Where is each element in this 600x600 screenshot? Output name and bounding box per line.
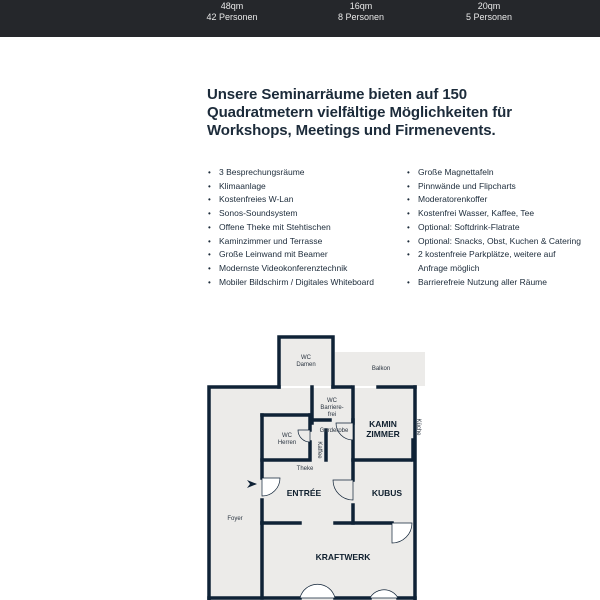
wc-damen-label: WC (301, 355, 311, 361)
section-headline: Unsere Seminarräume bieten auf 150 Quadratmetern vielfältige Möglichkeiten für Workshops, Meetings und Firmenevents. (207, 86, 512, 139)
feature-item: • Optional: Snacks, Obst, Kuchen & Catering (406, 235, 586, 249)
feature-item: • Große Leinwand mit Beamer (207, 248, 397, 262)
entree-label: ENTRÉE (286, 488, 322, 498)
feature-item: • 3 Besprechungsräume (207, 166, 397, 180)
feature-item: • Optional: Softdrink-Flatrate (406, 221, 586, 235)
wc-barrierefrei-label: frei (327, 412, 337, 418)
theke-label: Theke (296, 466, 314, 472)
wc-herren-label: Herren (277, 440, 297, 446)
floor-plan (200, 330, 440, 600)
feature-item: • Mobiler Bildschirm / Digitales Whiteboard (207, 276, 397, 290)
feature-item: • Kostenfrei Wasser, Kaffee, Tee (406, 207, 586, 221)
wc-barrierefrei-label: WC (327, 398, 337, 404)
kaffee-label: Kaffee (316, 441, 322, 459)
feature-item: • Barrierefreie Nutzung aller Räume (406, 276, 586, 290)
room-stat-persons: 5 Personen (465, 12, 513, 22)
kamin-zimmer-label: KAMIN (369, 419, 397, 429)
feature-item: • Kostenfreies W-Lan (207, 193, 397, 207)
room-stat-1 (187, 1, 277, 23)
feature-list-left (207, 166, 397, 289)
kamin-zimmer-label: ZIMMER (366, 429, 400, 439)
feature-item: • Offene Theke mit Stehtischen (207, 221, 397, 235)
balkon-label: Balkon (371, 366, 391, 372)
feature-item: • 2 kostenfreie Parkplätze, weitere auf Anfrage möglich (406, 248, 586, 275)
foyer-label: Foyer (227, 516, 243, 522)
room-stat-area: 20qm (477, 1, 501, 11)
wc-damen-label: Damen (296, 362, 316, 368)
room-stat-persons: 8 Personen (337, 12, 385, 22)
feature-item: • Modernste Videokonferenztechnik (207, 262, 397, 276)
kueche-label: Küche (415, 418, 421, 436)
room-stat-3 (444, 1, 534, 23)
garderobe-label: Garderobe (319, 428, 349, 434)
room-stat-persons: 42 Personen (206, 12, 258, 22)
feature-item: • Pinnwände und Flipcharts (406, 180, 586, 194)
room-stat-area: 48qm (220, 1, 244, 11)
wc-barrierefrei-label: Barriere- (320, 405, 344, 411)
feature-item: • Große Magnettafeln (406, 166, 586, 180)
wc-herren-label: WC (282, 433, 292, 439)
feature-item: • Klimaanlage (207, 180, 397, 194)
top-stats-band (0, 0, 600, 37)
kubus-label: KUBUS (371, 488, 403, 498)
kraftwerk-label: KRAFTWERK (315, 552, 371, 562)
feature-item: • Moderatorenkoffer (406, 193, 586, 207)
feature-list-right (406, 166, 586, 289)
feature-item: • Sonos-Soundsystem (207, 207, 397, 221)
room-stat-area: 16qm (349, 1, 373, 11)
room-stat-2 (316, 1, 406, 23)
feature-item: • Kaminzimmer und Terrasse (207, 235, 397, 249)
